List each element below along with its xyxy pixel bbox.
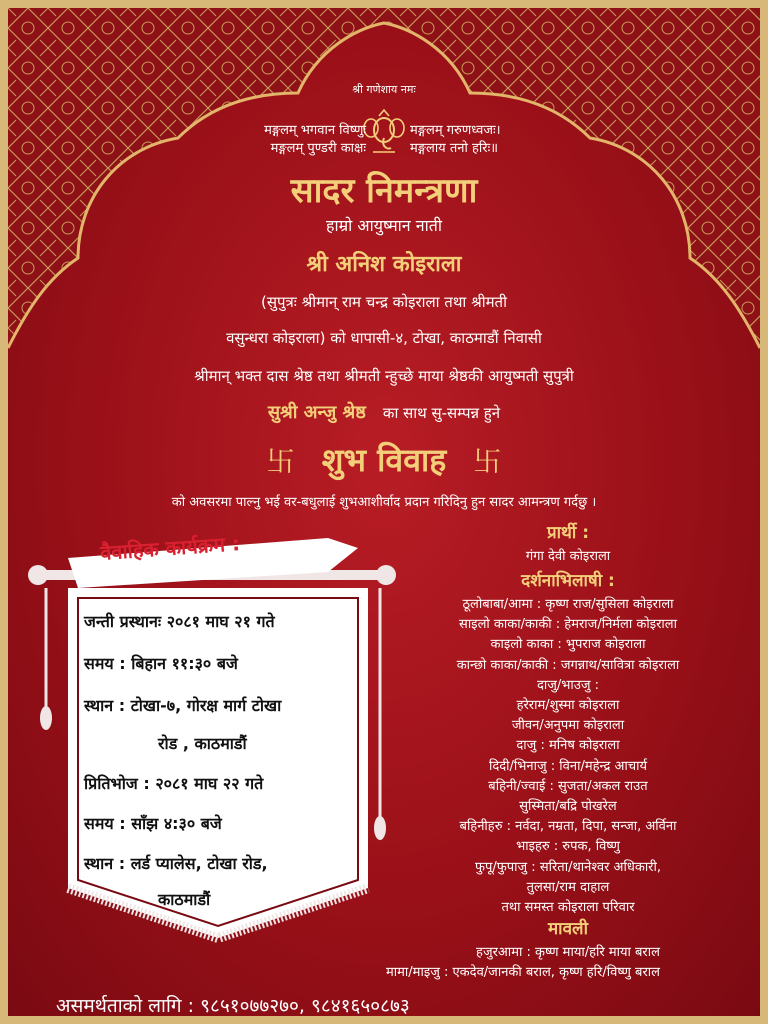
darshan-line: बहिनी/ज्वाई : सुजता/अकल राउत bbox=[488, 778, 648, 794]
swastika-left-icon: 卐 bbox=[266, 445, 295, 478]
bride-suffix: का साथ सु-सम्पन्न हुने bbox=[382, 404, 501, 422]
invite-line: को अवसरमा पाल्नु भई वर-बधुलाई शुभआशीर्वाद प्रदान गरिदिनु हुन सादर आमन्त्रण गर्दछु । bbox=[171, 495, 597, 510]
darshan-line: फुपू/फुपाजु : सरिता/थानेश्वर अधिकारी, bbox=[474, 859, 662, 875]
darshan-line: जीवन/अनुपमा कोइराला bbox=[511, 718, 625, 734]
program-line: प्रितिभोज : २०८१ माघ २२ गते bbox=[84, 774, 264, 793]
wedding-title: शुभ विवाह bbox=[321, 441, 447, 479]
program-line: रोड , काठमाडौं bbox=[158, 734, 247, 753]
darshan-line: तुलसा/राम दाहाल bbox=[526, 879, 610, 895]
program-line: जन्ती प्रस्थानः २०८१ माघ २१ गते bbox=[84, 612, 275, 631]
program-line: स्थान : लर्ड प्यालेस, टोखा रोड, bbox=[84, 854, 268, 873]
darshan-line: दाजु : मनिष कोइराला bbox=[516, 738, 620, 754]
darshan-line: तथा समस्त कोइराला परिवार bbox=[501, 900, 635, 915]
program-line: समय : बिहान ११:३० बजे bbox=[84, 654, 238, 673]
groom-name: श्री अनिश कोइराला bbox=[306, 252, 462, 277]
swastika-right-icon: 卐 bbox=[473, 445, 502, 478]
darshan-line: दाजु/भाउजु : bbox=[536, 677, 600, 693]
darshan-line: काइलो काका : भुपराज कोइराला bbox=[490, 637, 646, 653]
maternal-label: मावली bbox=[548, 919, 588, 939]
bride-parents: श्रीमान् भक्त दास श्रेष्ठ तथा श्रीमती न्हुच्छे माया श्रेष्ठकी आयुष्मती सुपुत्री bbox=[194, 367, 574, 385]
darshan-line: ठूलोबाबा/आमा : कृष्ण राज/सुसिला कोइराला bbox=[462, 597, 674, 612]
bride-name: सुश्री अन्जु श्रेष्ठ bbox=[267, 402, 366, 423]
requester-label: प्रार्थी : bbox=[546, 523, 590, 543]
intro-text: हाम्रो आयुष्मान नाती bbox=[325, 216, 443, 235]
darshan-line: हरेराम/शुस्मा कोइराला bbox=[516, 698, 620, 713]
darshan-line: भाइहरु : रुपक, विष्णु bbox=[516, 839, 620, 855]
wedding-title-row bbox=[8, 438, 760, 481]
darshan-line: सुस्मिता/बद्रि पोखरेल bbox=[519, 799, 617, 814]
parents-line-2: वसुन्धरा कोइराला) को धापासी-४, टोखा, काठमाडौं निवासी bbox=[226, 329, 542, 347]
page-title: सादर निमन्त्रणा bbox=[290, 171, 478, 211]
footer-contact: असमर्थताको लागि : ९८५१०७७२७०, ९८४१६५०८७३ bbox=[56, 995, 410, 1016]
program-title: वैवाहिक कार्यक्रम : bbox=[99, 531, 241, 565]
darshan-line: कान्छो काका/काकी : जगन्नाथ/सावित्रा कोइराला bbox=[456, 657, 680, 673]
maternal-line: हजुरआमा : कृष्ण माया/हरि माया बराल bbox=[476, 945, 660, 960]
darshan-line: दिदी/भिनाजु : विना/महेन्द्र आचार्य bbox=[488, 758, 648, 774]
darshan-label: दर्शनाभिलाषी : bbox=[521, 571, 615, 591]
bride-line bbox=[8, 400, 760, 424]
darshan-line: बहिनीहरु : नर्वदा, नम्रता, दिपा, सन्जा, अर्विना bbox=[459, 819, 677, 835]
darshan-line: साइलो काका/काकी : हेमराज/निर्मला कोइराला bbox=[459, 617, 677, 633]
maternal-line: मामा/माइजु : एकदेव/जानकी बराल, कृष्ण हरि/विष्णु बराल bbox=[386, 965, 660, 980]
mantra-right-1: मङ्गलम् गरुणध्वजः। bbox=[410, 123, 501, 138]
mantra-right-2: मङ्गलाय तनो हरिः॥ bbox=[410, 141, 498, 156]
program-line: काठमाडौं bbox=[158, 890, 211, 909]
mantra-left-2: मङ्गलम् पुण्डरी काक्षः bbox=[270, 141, 366, 156]
card-background bbox=[8, 8, 760, 1016]
program-line: समय : साँझ ४:३० बजे bbox=[84, 814, 222, 833]
requester-name: गंगा देवी कोइराला bbox=[525, 549, 611, 564]
parents-line-1: (सुपुत्रः श्रीमान् राम चन्द्र कोइराला तथा श्रीमती bbox=[260, 293, 507, 311]
ganesha-icon bbox=[361, 108, 407, 158]
program-line: स्थान : टोखा-७, गोरक्ष मार्ग टोखा bbox=[84, 696, 282, 715]
mantra-left-1: मङ्गलम् भगवान विष्णुः bbox=[264, 123, 366, 138]
invocation-text: श्री गणेशाय नमः bbox=[352, 83, 416, 96]
